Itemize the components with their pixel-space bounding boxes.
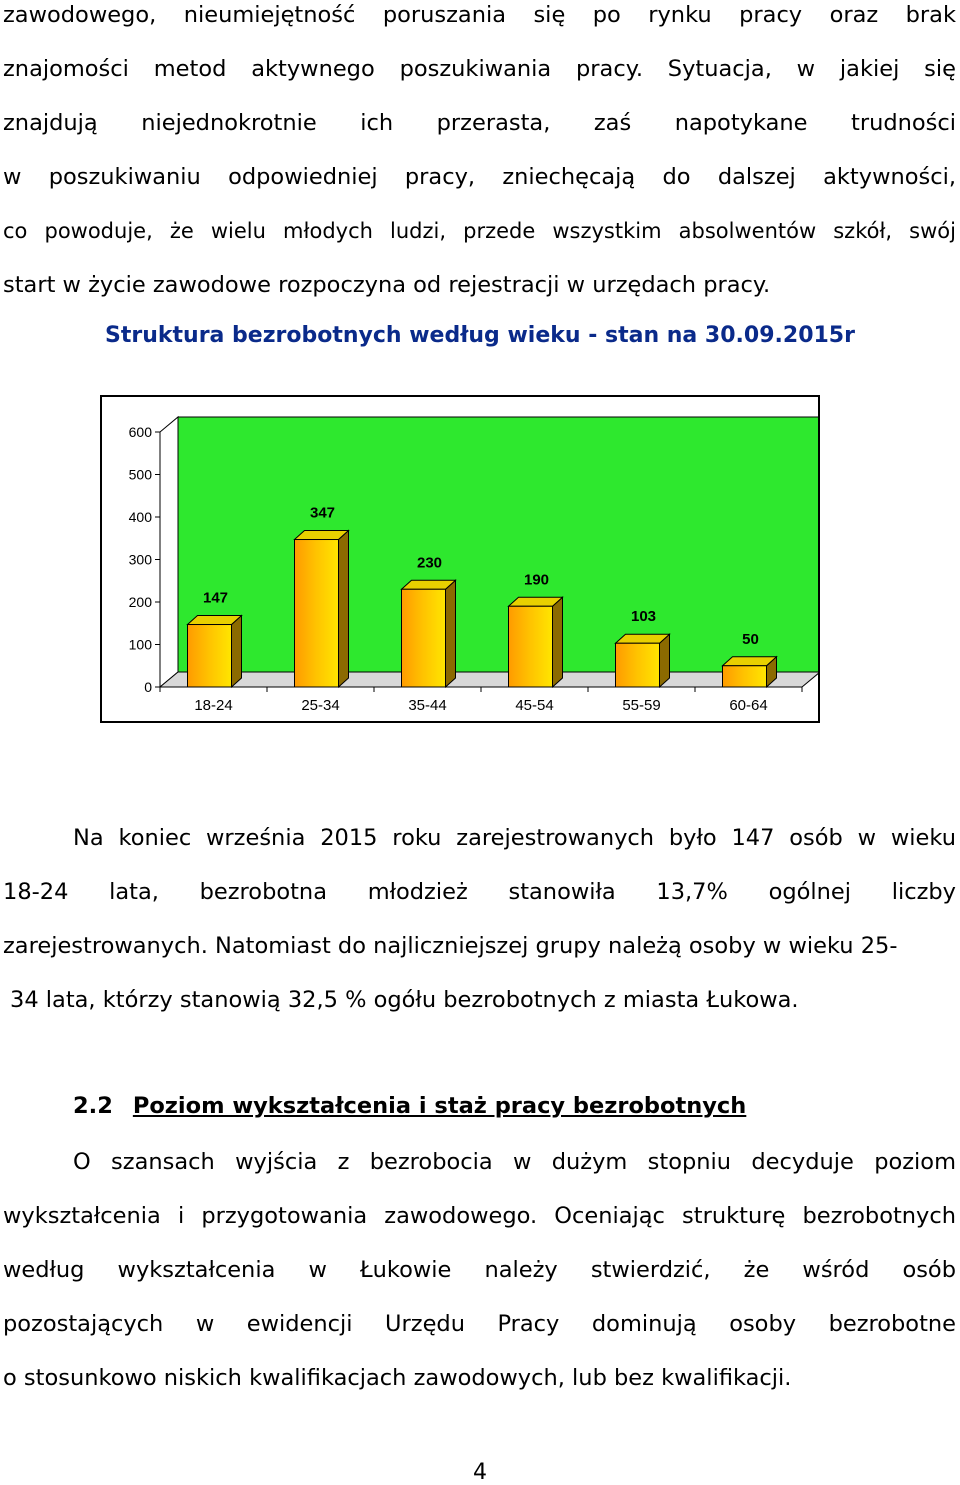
- data-label: 230: [416, 554, 443, 572]
- x-tick-label: 45-54: [515, 697, 554, 714]
- paragraph-line: znajdują niejednokrotnie ich przerasta, zaś napotykane trudności: [3, 110, 956, 136]
- bar-top: [509, 597, 563, 606]
- paragraph-line: wykształcenia i przygotowania zawodowego. Oceniając strukturę bezrobotnych: [3, 1203, 956, 1229]
- x-tick-label: 25-34: [301, 697, 340, 714]
- paragraph-line: co powoduje, że wielu młodych ludzi, przede wszystkim absolwentów szkół, swój: [3, 219, 956, 243]
- y-tick-label: 100: [128, 636, 152, 653]
- section-heading: [73, 1093, 746, 1119]
- paragraph-line: pozostających w ewidencji Urzędu Pracy dominują osoby bezrobotne: [3, 1311, 956, 1337]
- bar: [616, 643, 660, 687]
- bar: [295, 540, 339, 687]
- y-tick-label: 0: [144, 679, 152, 695]
- bar-top: [188, 616, 242, 625]
- chart-back-wall: [178, 417, 818, 672]
- data-label: 147: [202, 589, 229, 607]
- data-label: 103: [630, 608, 657, 626]
- y-tick-label: 600: [128, 424, 152, 440]
- bar-top: [616, 634, 670, 643]
- paragraph-line: start w życie zawodowe rozpoczyna od rejestracji w urzędach pracy.: [3, 272, 771, 298]
- paragraph-line: zarejestrowanych. Natomiast do najliczniejszej grupy należą osoby w wieku 25-: [3, 933, 898, 959]
- y-tick-label: 400: [128, 509, 152, 525]
- x-tick-label: 18-24: [194, 697, 233, 714]
- bar: [402, 589, 446, 687]
- paragraph-line: w poszukiwaniu odpowiedniej pracy, zniechęcają do dalszej aktywności,: [3, 164, 956, 190]
- bar-chart-svg: [102, 397, 818, 721]
- bar-side: [232, 616, 242, 687]
- section-number: 2.2: [73, 1093, 113, 1119]
- section-title: Poziom wykształcenia i staż pracy bezrobotnych: [132, 1093, 747, 1119]
- paragraph-line: Na koniec września 2015 roku zarejestrowanych było 147 osób w wieku: [73, 825, 956, 851]
- bar-side: [446, 580, 456, 687]
- paragraph-line: według wykształcenia w Łukowie należy stwierdzić, że wśród osób: [3, 1257, 956, 1283]
- bar-top: [295, 531, 349, 540]
- bar-chart: [100, 395, 820, 723]
- page-number: 4: [473, 1460, 487, 1485]
- y-tick-label: 300: [128, 551, 152, 568]
- chart-floor: [160, 672, 818, 687]
- chart-title: Struktura bezrobotnych według wieku - stan na 30.09.2015r: [105, 323, 855, 348]
- bar: [509, 606, 553, 687]
- data-label: 50: [742, 630, 759, 648]
- bar-side: [339, 531, 349, 687]
- paragraph-line: znajomości metod aktywnego poszukiwania pracy. Sytuacja, w jakiej się: [3, 56, 956, 82]
- bar-side: [553, 597, 563, 687]
- data-label: 190: [523, 571, 550, 589]
- data-label: 347: [309, 504, 336, 522]
- paragraph-line: 34 lata, którzy stanowią 32,5 % ogółu bezrobotnych z miasta Łukowa.: [10, 987, 799, 1013]
- bar-top: [402, 580, 456, 589]
- paragraph-line: zawodowego, nieumiejętność poruszania się po rynku pracy oraz brak: [3, 2, 956, 28]
- bar: [188, 625, 232, 687]
- y-tick-label: 500: [128, 466, 152, 483]
- x-tick-label: 55-59: [622, 697, 661, 714]
- y-tick-label: 200: [128, 594, 152, 610]
- x-tick-label: 35-44: [408, 697, 447, 714]
- paragraph-line: O szansach wyjścia z bezrobocia w dużym stopniu decyduje poziom: [73, 1149, 956, 1175]
- bar-top: [723, 657, 777, 666]
- chart-side-wall: [160, 417, 178, 687]
- paragraph-line: 18-24 lata, bezrobotna młodzież stanowiła 13,7% ogólnej liczby: [3, 879, 956, 905]
- paragraph-line: o stosunkowo niskich kwalifikacjach zawodowych, lub bez kwalifikacji.: [3, 1365, 792, 1391]
- bar: [723, 666, 767, 687]
- x-tick-label: 60-64: [729, 697, 768, 714]
